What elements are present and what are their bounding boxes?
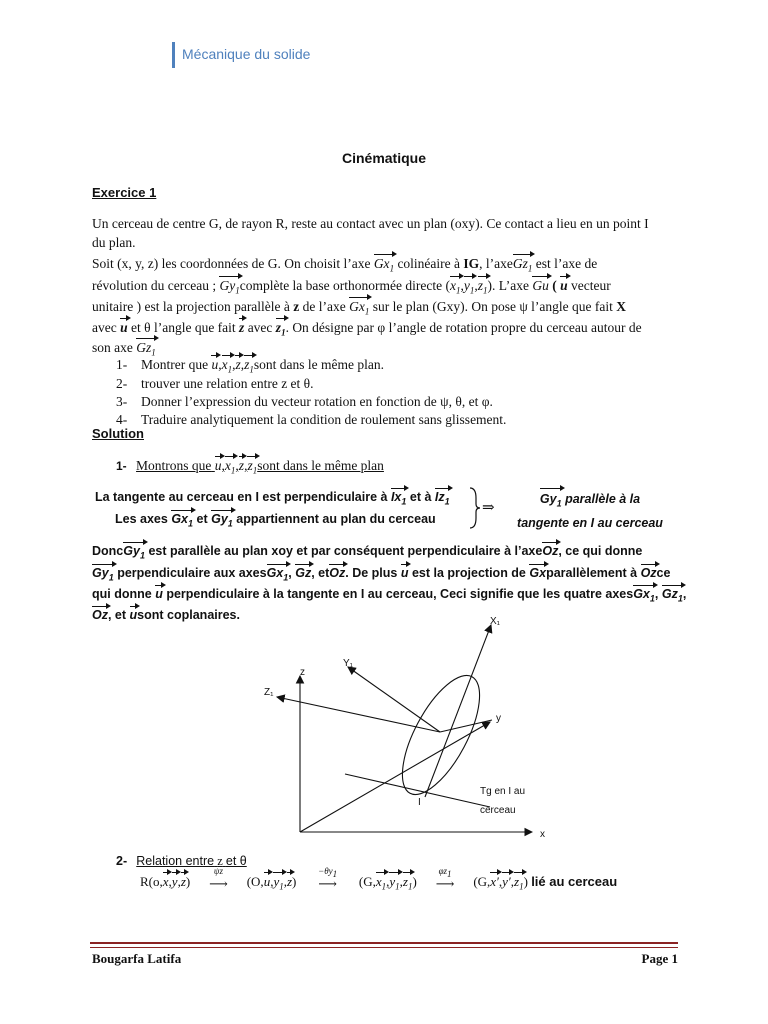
statement-line-5: unitaire ) est la projection parallèle à z de l’axe $Gx_1$ sur le plan (Gxy). On pose ψ l’angle que fait X [92,299,627,317]
question-2: 2- trouver une relation entre z et θ. [116,376,314,391]
footer-author: Bougarfa Latifa [92,951,182,966]
para-line-4: Oz, et usont coplanaires. [92,608,240,622]
label-y: y [496,713,501,724]
page-title: Cinématique [341,150,426,166]
statement-line-1: Un cerceau de centre G, de rayon R, reste au contact avec un plan (oxy). Ce contact a lieu en un point I [92,216,649,231]
para-line-3: qui donne u perpendiculaire à la tangente en I au cerceau, Ceci signifie que les quatre axesGx$_1$, $Gz_1$, [92,587,687,604]
para-line-2: $Gy_1$ perpendiculaire aux axesGx$_1$, Gz, etOz. De plus u est la projection de Gxparallèlement à Ozce [92,566,671,583]
header-bar [172,42,175,68]
para-line-1: DoncGy$_1$ est parallèle au plan xoy et par conséquent perpendiculaire à l’axeOz, ce qui donne [92,544,643,561]
footer-page: Page 1 [641,951,678,966]
label-x: x [540,829,545,840]
footer-rule [90,942,678,948]
solution-step-1: 1- Montrons que $u,x_1,z,z_1sont$ dans le même plan [116,458,384,476]
label-tg: Tg en I au cerceau [480,786,526,816]
header-title: Mécanique du solide [182,46,311,62]
exercise-title: Exercice 1 [92,185,157,200]
question-4: 4- Traduire analytiquement la condition de roulement sans glissement. [116,412,507,427]
statement-line-6: avec u et θ l’angle que fait z avec $z_1$. On désigne par φ l’angle de rotation propre du cerceau autour de [92,320,642,338]
statement-line-7: son axe $Gz_1$ [92,340,156,358]
question-3: 3- Donner l’expression du vecteur rotation en fonction de ψ, θ, et φ. [116,394,493,409]
label-y1: Y₁ [343,658,354,669]
statement-line-4: révolution du cerceau ; $Gy_1complète$ la base orthonormée directe $(x_1,y_1,z_1)$. L’axe Gu ( u vecteur [92,278,611,296]
question-1: 1- Montrer que $u,x_1,z,z_1sont$ dans le même plan. [116,357,384,375]
box-result: $Gy_1$ parallèle à la tangente en I au cerceau [517,492,663,530]
box-line-2: Les axes $Gx_1$ et $Gy_1$ appartiennent au plan du cerceau [115,512,436,529]
statement-line-2: du plan. [92,235,136,250]
box-line-1: La tangente au cerceau en I est perpendiculaire à $Ix_1$ et à $Iz_1$ [95,490,450,507]
statement-line-3: Soit (x, y, z) les coordonnées de G. On choisit l’axe $Gx_1$ colinéaire à IG, l’axeGz$_1$ est l’axe de [92,256,598,274]
label-x1: X₁ [490,616,501,627]
label-z1: Z₁ [264,687,274,698]
implies-icon: ⇒ [482,500,495,516]
brace-icon [468,486,482,530]
label-i: I [418,797,421,808]
rotation-chain: R(o,x,y,z) ψz ⟶ $(O,u,y_1,z)$ $-\theta y_1$ ⟶ $(G,x_1,y_1,z_1)$ $\varphi z_1$ ⟶ $(G,x',y',z_1)$ lié au cerceau [140,865,618,892]
solution-title: Solution [92,426,144,441]
solution-step-2: 2- Relation entre z et θ [116,854,247,868]
label-z: z [300,667,305,678]
